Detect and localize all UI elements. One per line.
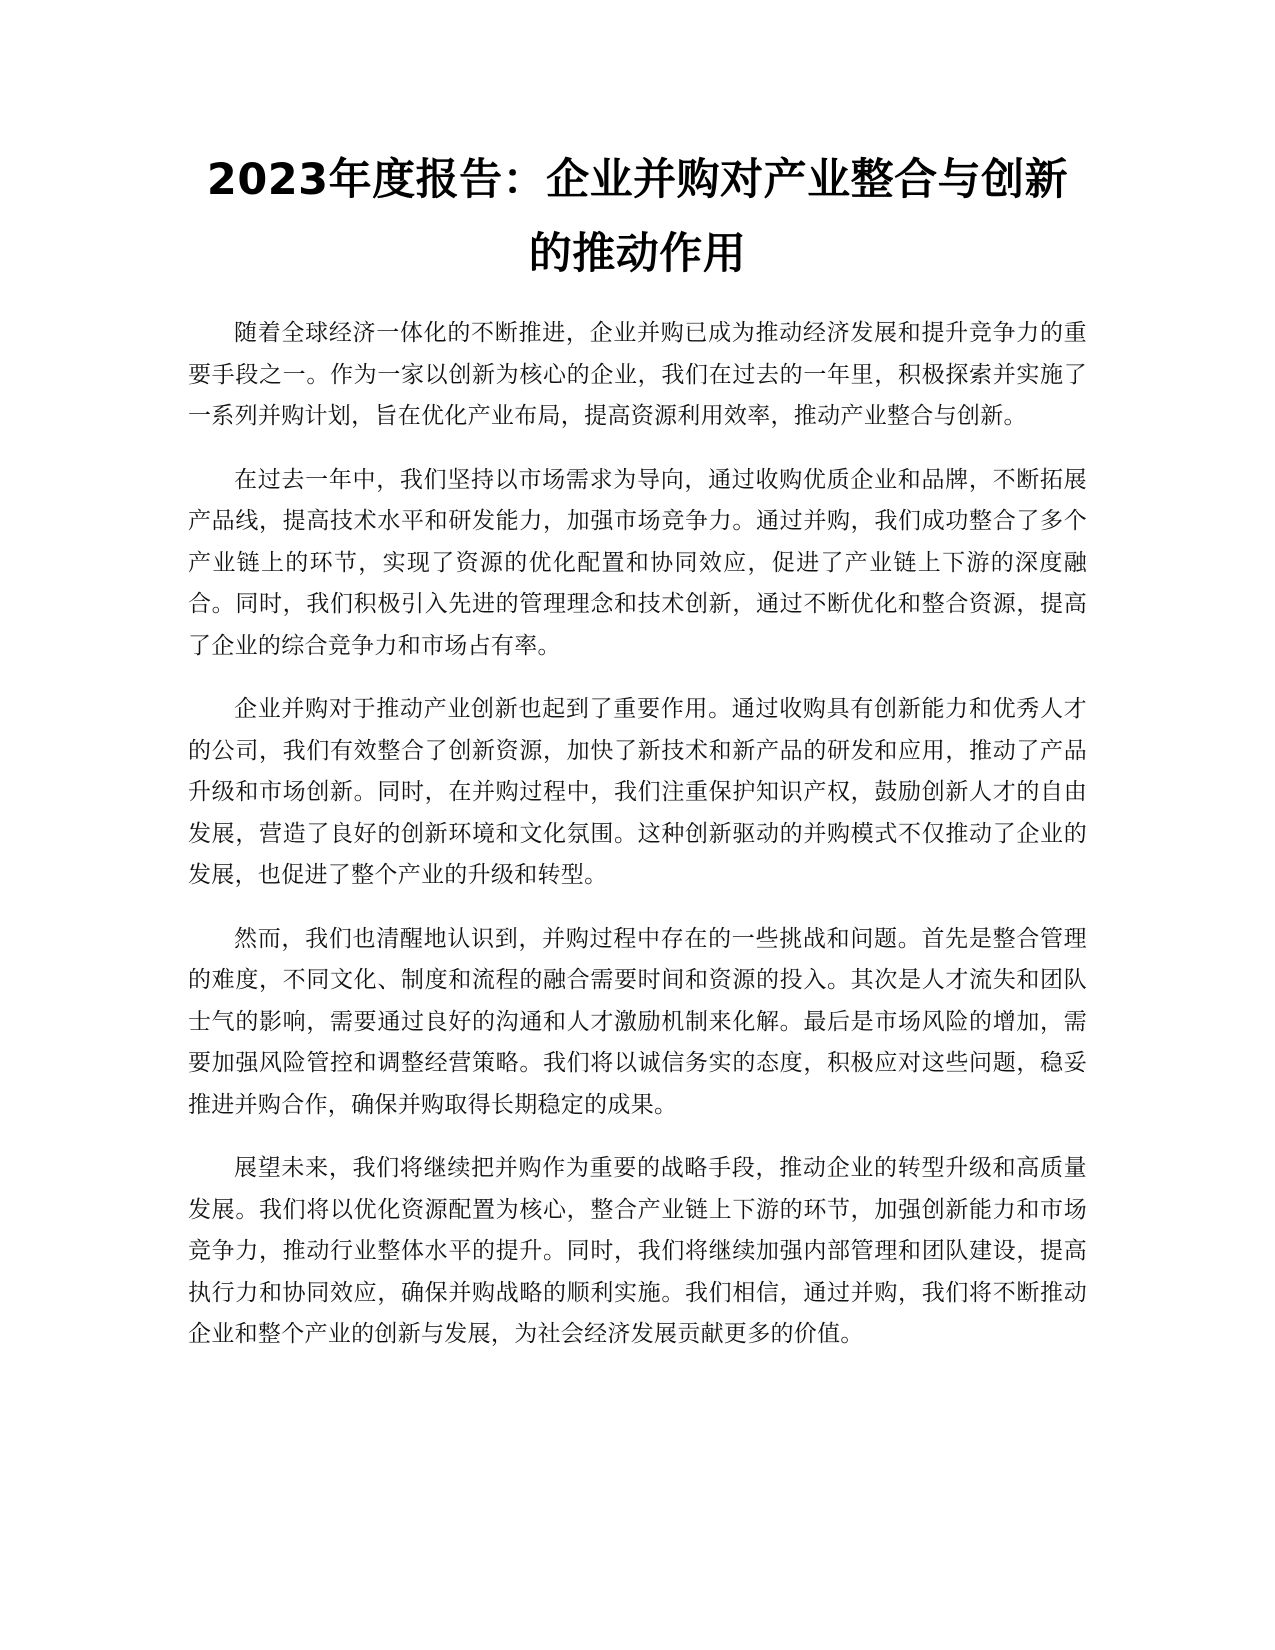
- paragraph: 企业并购对于推动产业创新也起到了重要作用。通过收购具有创新能力和优秀人才的公司，我们有效整合了创新资源，加快了新技术和新产品的研发和应用，推动了产品升级和市场创新。同时，在并购过程中，我们注重保护知识产权，鼓励创新人才的自由发展，营造了良好的创新环境和文化氛围。这种创新驱动的并购模式不仅推动了企业的发展，也促进了整个产业的升级和转型。: [188, 696, 1087, 888]
- document-body: [188, 313, 1087, 1356]
- paragraph: 在过去一年中，我们坚持以市场需求为导向，通过收购优质企业和品牌，不断拓展产品线，提高技术水平和研发能力，加强市场竞争力。通过并购，我们成功整合了多个产业链上的环节，实现了资源的优化配置和协同效应，促进了产业链上下游的深度融合。同时，我们积极引入先进的管理理念和技术创新，通过不断优化和整合资源，提高了企业的综合竞争力和市场占有率。: [188, 466, 1087, 659]
- paragraph: 然而，我们也清醒地认识到，并购过程中存在的一些挑战和问题。首先是整合管理的难度，不同文化、制度和流程的融合需要时间和资源的投入。其次是人才流失和团队士气的影响，需要通过良好的沟通和人才激励机制来化解。最后是市场风险的增加，需要加强风险管控和调整经营策略。我们将以诚信务实的态度，积极应对这些问题，稳妥推进并购合作，确保并购取得长期稳定的成果。: [188, 925, 1087, 1118]
- paragraph: 展望未来，我们将继续把并购作为重要的战略手段，推动企业的转型升级和高质量发展。我们将以优化资源配置为核心，整合产业链上下游的环节，加强创新能力和市场竞争力，推动行业整体水平的提升。同时，我们将继续加强内部管理和团队建设，提高执行力和协同效应，确保并购战略的顺利实施。我们相信，通过并购，我们将不断推动企业和整个产业的创新与发展，为社会经济发展贡献更多的价值。: [188, 1155, 1087, 1347]
- paragraph: 随着全球经济一体化的不断推进，企业并购已成为推动经济发展和提升竞争力的重要手段之一。作为一家以创新为核心的企业，我们在过去的一年里，积极探索并实施了一系列并购计划，旨在优化产业布局，提高资源利用效率，推动产业整合与创新。: [188, 320, 1087, 429]
- document-title: 2023年度报告：企业并购对产业整合与创新的推动作用: [206, 155, 1069, 279]
